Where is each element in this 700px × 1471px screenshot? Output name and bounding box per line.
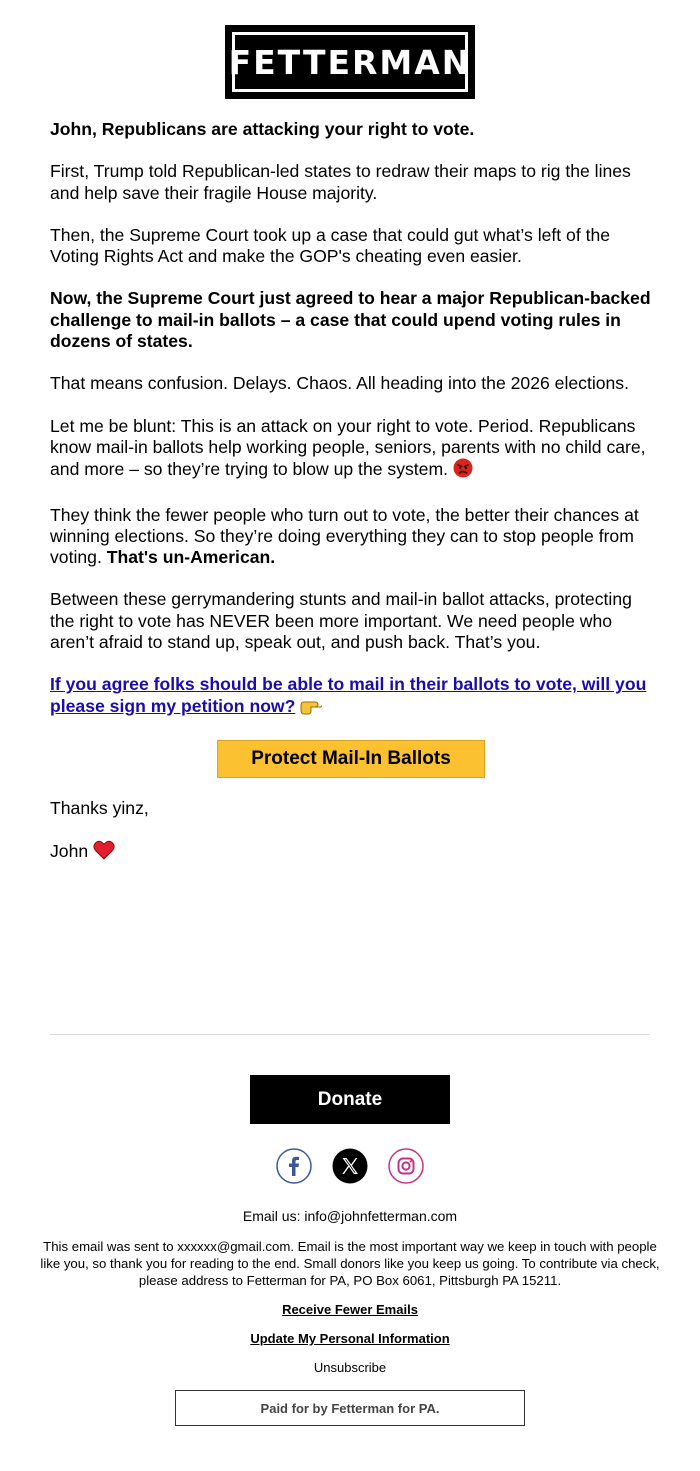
footer-disclaimer: This email was sent to xxxxxx@gmail.com. Email is the most important way we keep in touch with people like you, so thank you for reading to the end. Small donors like you keep us going. To contribute via check, please address to Fetterman for PA, PO Box 6061, Pittsburgh PA 15211.	[40, 1239, 660, 1288]
signoff: Thanks yinz,	[50, 797, 149, 818]
footer-divider	[50, 1034, 650, 1035]
protect-mail-in-ballots-button[interactable]: Protect Mail-In Ballots	[217, 740, 485, 778]
x-icon[interactable]	[332, 1148, 368, 1184]
paid-for-disclaimer	[175, 1390, 525, 1426]
logo-text: FETTERMAN	[228, 42, 472, 82]
donate-button[interactable]: Donate	[250, 1075, 450, 1124]
paragraph-6-text: They think the fewer people who turn out to vote, the better their chances at winning elections. So they’re doing everything they can to stop people from voting.	[50, 504, 639, 568]
cta-button-row	[50, 740, 652, 778]
logo-frame	[228, 32, 472, 92]
instagram-icon[interactable]	[388, 1148, 424, 1184]
paragraph-7: Between these gerrymandering stunts and mail-in ballot attacks, protecting the right to vote has NEVER been more important. We need people who aren’t afraid to stand up, speak out, and push back. That’s you.	[50, 589, 632, 653]
paragraph-3: Now, the Supreme Court just agreed to hear a major Republican-backed challenge to mail-in ballots – a case that could upend voting rules in dozens of states.	[50, 288, 651, 352]
email-body	[50, 119, 652, 887]
pointing-right-icon	[300, 697, 322, 720]
paragraph-5	[50, 416, 652, 484]
signature: John	[50, 841, 89, 862]
paragraph-5-text: Let me be blunt: This is an attack on your right to vote. Period. Republicans know mail-in ballots help working people, seniors, parents with no child care, and more – so they’re trying to blow up the system.	[50, 415, 646, 480]
red-heart-icon	[93, 840, 115, 865]
footer-contact-email: Email us: info@johnfetterman.com	[242, 1208, 458, 1224]
unsubscribe-link[interactable]: Unsubscribe	[313, 1360, 387, 1375]
paragraph-6	[50, 505, 652, 569]
facebook-icon[interactable]	[276, 1148, 312, 1184]
headline: John, Republicans are attacking your right to vote.	[50, 119, 475, 139]
paragraph-6-bold: That's un-American.	[106, 547, 276, 568]
paragraph-2: Then, the Supreme Court took up a case that could gut what’s left of the Voting Rights Act and make the GOP's cheating even easier.	[50, 224, 611, 267]
angry-face-icon	[453, 458, 473, 483]
paragraph-4: That means confusion. Delays. Chaos. All heading into the 2026 elections.	[50, 373, 629, 394]
signature-line	[50, 840, 652, 865]
paragraph-1: First, Trump told Republican-led states to redraw their maps to rig the lines and help save their fragile House majority.	[50, 161, 631, 203]
petition-link[interactable]: If you agree folks should be able to mail in their ballots to vote, will you please sign my petition now?	[50, 674, 647, 716]
cta-paragraph	[50, 674, 652, 720]
receive-fewer-emails-link[interactable]: Receive Fewer Emails	[282, 1302, 418, 1317]
fetterman-logo	[225, 25, 475, 99]
paid-for-text: Paid for by Fetterman for PA.	[260, 1400, 440, 1416]
update-personal-info-link[interactable]: Update My Personal Information	[250, 1331, 450, 1346]
